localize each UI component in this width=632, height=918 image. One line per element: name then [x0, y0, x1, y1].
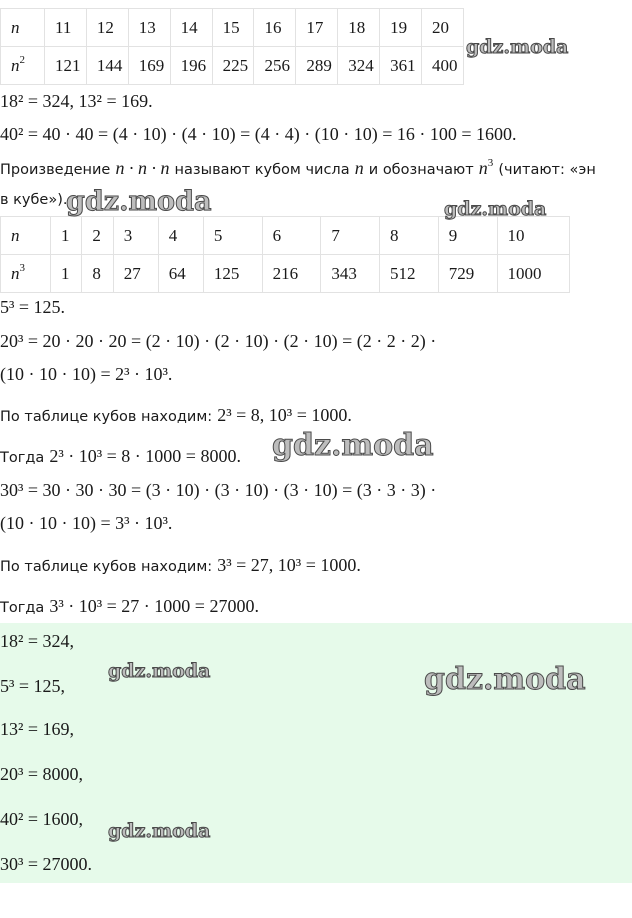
table-cell: 18 — [338, 9, 380, 47]
table-cell: 121 — [45, 47, 87, 85]
equation-line: Тогда 2³ · 10³ = 8 · 1000 = 8000. — [0, 446, 241, 466]
equation-line: (10 · 10 · 10) = 2³ · 10³. — [0, 364, 173, 384]
table-cell: 15 — [212, 9, 254, 47]
watermark: gdz.moda — [444, 198, 547, 220]
table-cell: 19 — [380, 9, 422, 47]
table-cell: 3 — [113, 217, 158, 255]
table-head-cell: n — [1, 217, 51, 255]
table-cell: 5 — [203, 217, 262, 255]
definition-line: Произведение n · n · n называют кубом числа n и обозначают $n^3$ (читают: «эн — [0, 157, 596, 178]
table-cell: 144 — [86, 47, 128, 85]
equation-line: 18² = 324, 13² = 169. — [0, 91, 153, 111]
table-cell: 225 — [212, 47, 254, 85]
answer-line: 30³ = 27000. — [0, 854, 93, 874]
table-cell: 64 — [158, 255, 203, 293]
watermark: gdz.moda — [108, 820, 211, 842]
table-cell: 9 — [438, 217, 497, 255]
table-cell: 8 — [82, 255, 113, 293]
watermark: gdz.moda — [66, 186, 212, 217]
table-cell: 361 — [380, 47, 422, 85]
definition-line-2: в кубе»). — [0, 192, 68, 208]
table-cell: 12 — [86, 9, 128, 47]
equation-line: 40² = 40 · 40 = (4 · 10) · (4 · 10) = (4 · 4) · (10 · 10) = 16 · 100 = 1600. — [0, 124, 517, 144]
table-cell: 7 — [321, 217, 380, 255]
cubes-table — [0, 216, 570, 293]
table-cell: 16 — [254, 9, 296, 47]
watermark: gdz.moda — [424, 662, 586, 697]
answer-line: 20³ = 8000, — [0, 764, 84, 784]
table-head-cell: $n^2$ — [1, 47, 45, 85]
table-cell: 343 — [321, 255, 380, 293]
table-cell: 14 — [170, 9, 212, 47]
table-cell: 196 — [170, 47, 212, 85]
equation-line: 5³ = 125. — [0, 297, 66, 317]
table-cell: 1 — [51, 217, 82, 255]
table-cell: 1 — [51, 255, 82, 293]
table-cell: 13 — [128, 9, 170, 47]
table-row — [1, 9, 464, 47]
equation-line: (10 · 10 · 10) = 3³ · 10³. — [0, 513, 173, 533]
watermark: gdz.moda — [272, 428, 434, 463]
table-cell: 8 — [380, 217, 439, 255]
table-cell: 289 — [296, 47, 338, 85]
table-row — [1, 217, 570, 255]
table-head-cell: $n^3$ — [1, 255, 51, 293]
table-row — [1, 47, 464, 85]
answer-line: 5³ = 125, — [0, 676, 66, 696]
table-cell: 729 — [438, 255, 497, 293]
table-head-cell: n — [1, 9, 45, 47]
watermark: gdz.moda — [108, 660, 211, 682]
table-cell: 400 — [422, 47, 464, 85]
table-cell: 512 — [380, 255, 439, 293]
table-cell: 10 — [497, 217, 569, 255]
table-cell: 4 — [158, 217, 203, 255]
table-cell: 17 — [296, 9, 338, 47]
equation-line: Тогда 3³ · 10³ = 27 · 1000 = 27000. — [0, 596, 259, 616]
table-cell: 27 — [113, 255, 158, 293]
squares-table — [0, 8, 464, 85]
table-row — [1, 255, 570, 293]
table-cell: 125 — [203, 255, 262, 293]
table-cell: 324 — [338, 47, 380, 85]
watermark: gdz.moda — [466, 36, 569, 58]
table-cell: 2 — [82, 217, 113, 255]
answer-line: 18² = 324, — [0, 631, 75, 651]
table-cell: 256 — [254, 47, 296, 85]
answer-line: 40² = 1600, — [0, 809, 84, 829]
equation-line: 30³ = 30 · 30 · 30 = (3 · 10) · (3 · 10) · (3 · 10) = (3 · 3 · 3) · — [0, 480, 437, 500]
table-cell: 216 — [262, 255, 321, 293]
table-cell: 11 — [45, 9, 87, 47]
equation-line: По таблице кубов находим: 2³ = 8, 10³ = 1000. — [0, 405, 352, 425]
answer-line: 13² = 169, — [0, 719, 75, 739]
table-cell: 1000 — [497, 255, 569, 293]
table-cell: 169 — [128, 47, 170, 85]
table-cell: 20 — [422, 9, 464, 47]
equation-line: 20³ = 20 · 20 · 20 = (2 · 10) · (2 · 10) · (2 · 10) = (2 · 2 · 2) · — [0, 331, 437, 351]
equation-line: По таблице кубов находим: 3³ = 27, 10³ = 1000. — [0, 555, 361, 575]
table-cell: 6 — [262, 217, 321, 255]
